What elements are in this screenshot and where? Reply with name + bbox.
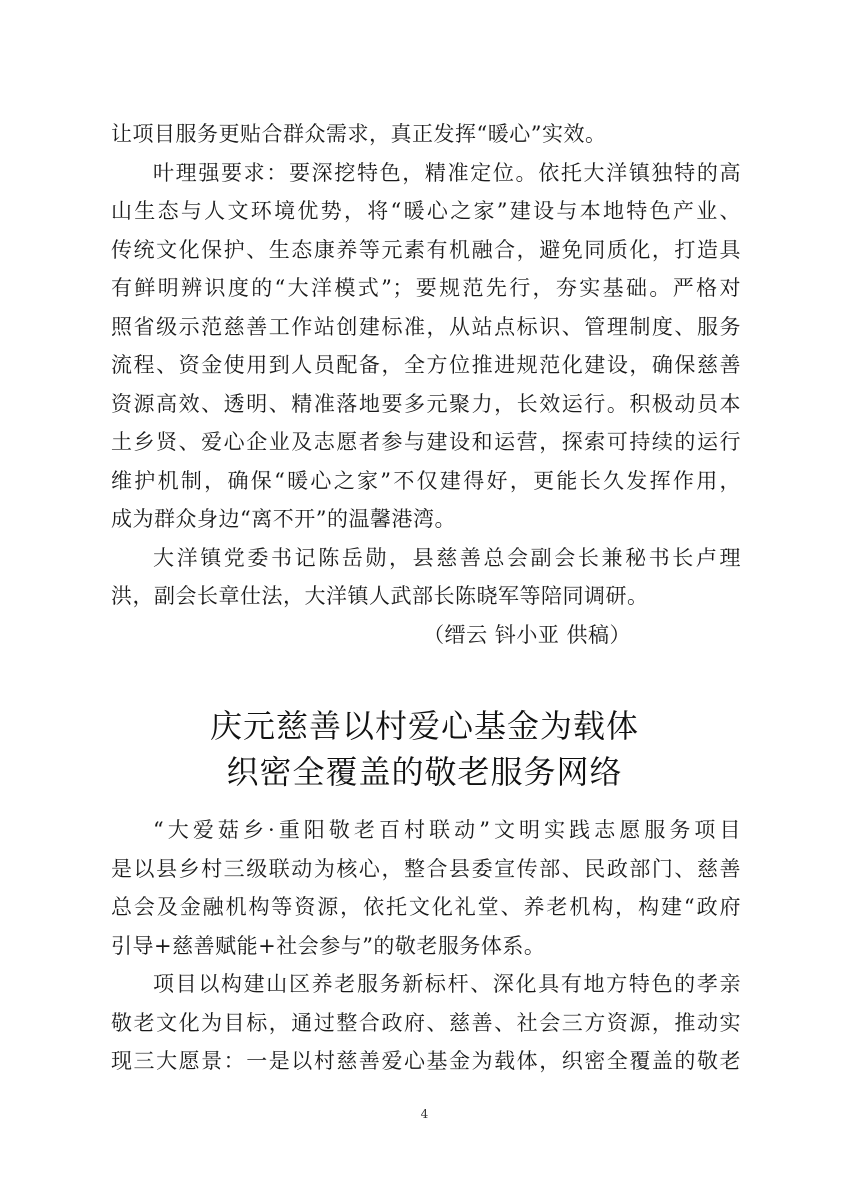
paragraph-line: 资源高效、透明、精准落地要多元聚力，长效运行。积极动员本	[111, 391, 741, 416]
paragraph-line: 让项目服务更贴合群众需求，真正发挥“暖心”实效。	[111, 122, 607, 146]
article-title-line-2: 织密全覆盖的敬老服务网络	[226, 753, 623, 791]
paragraph-line: 现三大愿景：一是以村慈善爱心基金为载体，织密全覆盖的敬老	[111, 1049, 741, 1073]
paragraph-line: 成为群众身边“离不开”的温馨港湾。	[111, 507, 456, 531]
paragraph-line: 总会及金融机构等资源，依托文化礼堂、养老机构，构建“政府	[111, 895, 741, 919]
article-1-body	[111, 115, 741, 654]
article-byline: （缙云 钭小亚 供稿）	[423, 622, 631, 647]
paragraph-line: 敬老文化为目标，通过整合政府、慈善、社会三方资源，推动实	[111, 1010, 741, 1035]
paragraph-line: “大爱菇乡·重阳敬老百村联动”文明实践志愿服务项目	[153, 818, 741, 842]
paragraph-line: 项目以构建山区养老服务新标杆、深化具有地方特色的孝亲	[153, 972, 741, 996]
paragraph-line: 流程、资金使用到人员配备，全方位推进规范化建设，确保慈善	[111, 353, 741, 377]
article-title-line-1: 庆元慈善以村爱心基金为载体	[209, 707, 639, 745]
article-2-body	[111, 811, 741, 1081]
paragraph-line: 引导+慈善赋能+社会参与”的敬老服务体系。	[111, 933, 546, 958]
paragraph-line: 土乡贤、爱心企业及志愿者参与建设和运营，探索可持续的运行	[111, 430, 741, 454]
paragraph-line: 山生态与人文环境优势，将“暖心之家”建设与本地特色产业、	[111, 199, 741, 223]
paragraph-line: 大洋镇党委书记陈岳勋，县慈善总会副会长兼秘书长卢理	[153, 545, 741, 570]
paragraph-line: 是以县乡村三级联动为核心，整合县委宣传部、民政部门、慈善	[111, 856, 741, 881]
page-number: 4	[420, 1107, 429, 1121]
paragraph-line: 维护机制，确保“暖心之家”不仅建得好，更能长久发挥作用，	[111, 468, 741, 493]
paragraph-line: 叶理强要求：要深挖特色，精准定位。依托大洋镇独特的高	[153, 160, 741, 185]
paragraph-line: 洪，副会长章仕法，大洋镇人武部长陈晓军等陪同调研。	[111, 584, 649, 608]
paragraph-line: 照省级示范慈善工作站创建标准，从站点标识、管理制度、服务	[111, 314, 741, 339]
paragraph-line: 传统文化保护、生态康养等元素有机融合，避免同质化，打造具	[111, 237, 741, 262]
paragraph-line: 有鲜明辨识度的“大洋模式”；要规范先行，夯实基础。严格对	[111, 276, 741, 300]
